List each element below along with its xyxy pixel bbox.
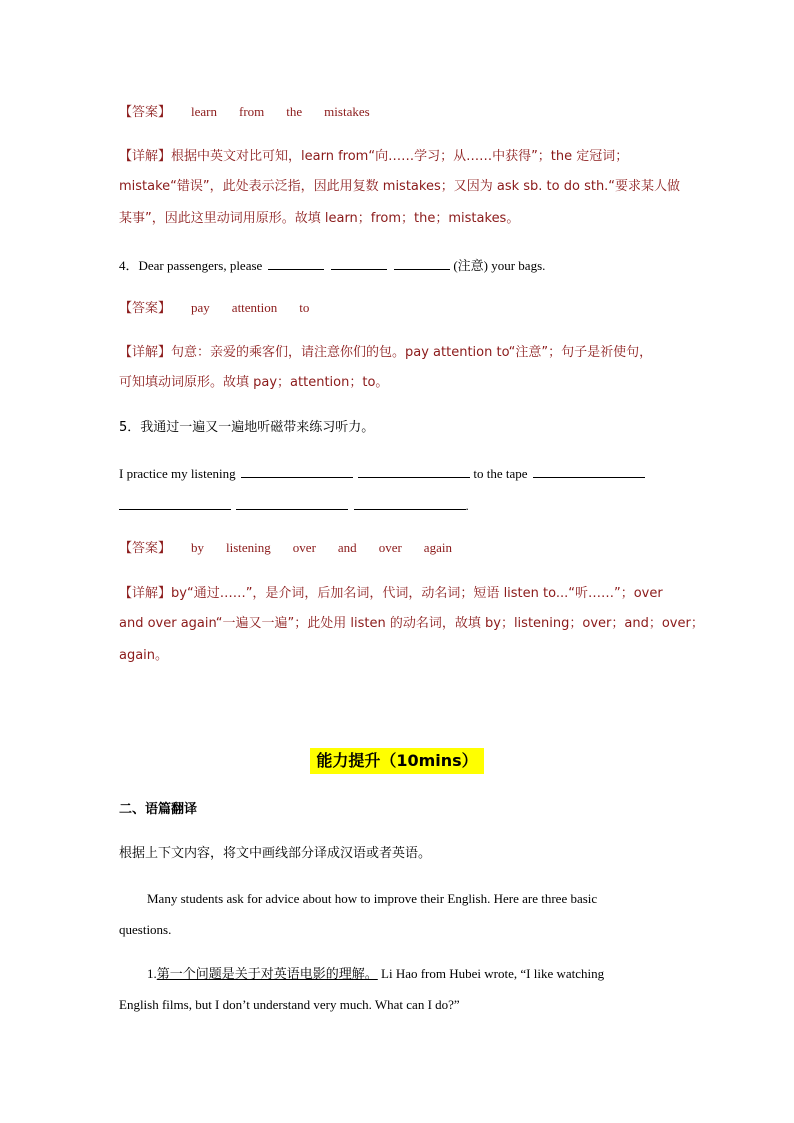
detail-tag: 【详解】 bbox=[119, 586, 172, 601]
answer-blank[interactable] bbox=[236, 496, 348, 510]
answer-blank[interactable] bbox=[358, 464, 470, 478]
underlined-sentence: 第一个问题是关于对英语电影的理解。 bbox=[156, 967, 378, 982]
detail-text: 句意：亲爱的乘客们，请注意你们的包。pay attention to“注意”；句子是祈使句， bbox=[171, 345, 653, 360]
q4-detail-line bbox=[119, 344, 652, 361]
answer-word: attention bbox=[231, 300, 278, 315]
detail-text: by“通过……”，是介词，后加名词，代词，动名词；短语 listen to...“听……”；over bbox=[171, 586, 663, 601]
answer-word: over bbox=[292, 540, 316, 555]
q4-detail-line: 可知填动词原形。故填 pay；attention；to。 bbox=[119, 375, 389, 390]
q5-detail-line: again。 bbox=[119, 648, 169, 663]
answer-word: mistakes bbox=[324, 104, 370, 119]
answer-blank[interactable] bbox=[354, 496, 466, 510]
q5-answer-line bbox=[119, 540, 474, 557]
q5-stem-cont bbox=[119, 496, 469, 514]
q3-detail-line: mistake“错误”，此处表示泛指，因此用复数 mistakes；又因为 ask sb. to do sth.“要求某人做 bbox=[119, 179, 681, 194]
answer-word: pay bbox=[191, 300, 210, 315]
answer-blank[interactable] bbox=[533, 464, 645, 478]
q4-answer-line bbox=[119, 300, 331, 317]
passage-para2-line1 bbox=[147, 966, 604, 983]
detail-tag: 【详解】 bbox=[119, 345, 172, 360]
q5-stem-cn: 5．我通过一遍又一遍地听磁带来练习听力。 bbox=[119, 420, 375, 435]
q5-stem-prefix: I practice my listening bbox=[119, 466, 236, 481]
answer-blank[interactable] bbox=[331, 256, 387, 270]
answer-word: again bbox=[423, 540, 452, 555]
q4-stem bbox=[119, 256, 545, 274]
q5-detail-line bbox=[119, 585, 663, 602]
para2-number: 1. bbox=[147, 966, 157, 981]
answer-word: and bbox=[337, 540, 357, 555]
answer-blank[interactable] bbox=[119, 496, 231, 510]
answer-blank[interactable] bbox=[268, 256, 324, 270]
section-heading-wrap bbox=[0, 748, 794, 774]
answer-word: by bbox=[191, 540, 205, 555]
answer-word: over bbox=[378, 540, 402, 555]
answer-word: learn bbox=[191, 104, 217, 119]
section-two-title: 二、语篇翻译 bbox=[119, 802, 198, 817]
q3-detail-line bbox=[119, 148, 628, 165]
q5-stem-mid: to the tape bbox=[473, 466, 528, 481]
answer-word: from bbox=[239, 104, 265, 119]
q5-stem-end: . bbox=[465, 498, 469, 513]
q4-stem-prefix: 4．Dear passengers, please bbox=[119, 258, 263, 273]
detail-text: 根据中英文对比可知，learn from“向……学习；从……中获得”；the 定冠词； bbox=[171, 149, 629, 164]
section-two-instruction: 根据上下文内容，将文中画线部分译成汉语或者英语。 bbox=[119, 846, 432, 861]
detail-tag: 【详解】 bbox=[119, 149, 172, 164]
passage-para2-line2: English films, but I don’t understand very much. What can I do?” bbox=[119, 997, 460, 1012]
q5-stem bbox=[119, 464, 645, 482]
q4-stem-suffix: (注意) your bags. bbox=[453, 258, 546, 273]
answer-tag: 【答案】 bbox=[119, 301, 172, 316]
answer-tag: 【答案】 bbox=[119, 105, 172, 120]
answer-word: listening bbox=[226, 540, 271, 555]
answer-tag: 【答案】 bbox=[119, 541, 172, 556]
section-heading: 能力提升（10mins） bbox=[310, 748, 483, 774]
passage-para1-line2: questions. bbox=[119, 922, 172, 937]
q5-detail-line: and over again“一遍又一遍”；此处用 listen 的动名词，故填 by；listening；over；and；over； bbox=[119, 616, 704, 631]
q3-detail-line: 某事”，因此这里动词用原形。故填 learn；from；the；mistakes。 bbox=[119, 211, 520, 226]
answer-word: to bbox=[299, 300, 310, 315]
q3-answer-line bbox=[119, 104, 392, 121]
answer-blank[interactable] bbox=[241, 464, 353, 478]
para2-rest: Li Hao from Hubei wrote, “I like watching bbox=[381, 966, 605, 981]
passage-para1-line1: Many students ask for advice about how to improve their English. Here are three basic bbox=[147, 891, 598, 906]
answer-blank[interactable] bbox=[394, 256, 450, 270]
answer-word: the bbox=[286, 104, 303, 119]
